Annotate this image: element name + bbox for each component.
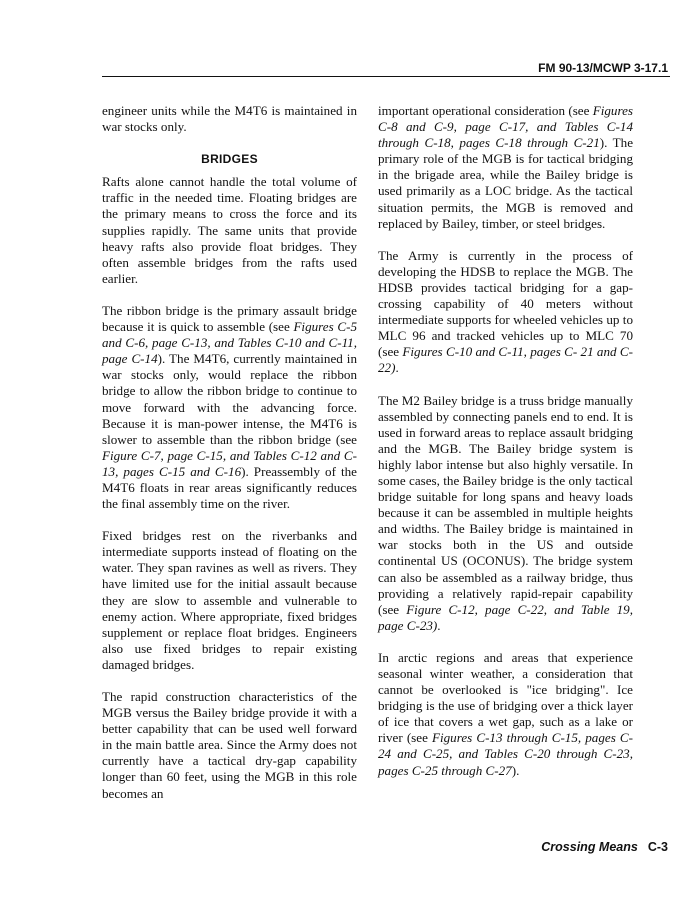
figure-reference: Figure C-12, page C-22, and Table 19, page C-23) bbox=[378, 601, 633, 633]
text-run: The M2 Bailey bridge is a truss bridge manually assembled by connecting panels end to end. It is used in forward areas to replace assault bridging and the MGB. The Bailey bridge system is highly labor intense but also highly versatile. In some cases, the Bailey bridge is the only tactical bridge suitable for long spans and heavy loads because it can be assembled in multiple heights and widths. The Bailey bridge is maintained in war stocks both in the US and outside continental US (OCONUS). The bridge system can also be assembled as a railway bridge, thus providing a relatively rapid-repair capability (see bbox=[378, 392, 633, 617]
text-run: ). The M4T6, currently maintained in war stocks only, would replace the ribbon bridge to allow the ribbon bridge to continue to move forward with the advancing force. Because it is man-power intense, the M4T6 is slower to assemble than the ribbon bridge (see bbox=[102, 351, 357, 447]
text-run: The ribbon bridge is the primary assault bridge because it is quick to assemble (see bbox=[102, 302, 357, 335]
paragraph-ribbon-bridge bbox=[102, 303, 357, 512]
text-run: ). The primary role of the MGB is for tactical bridging in the brigade area, while the Bailey bridge is used primarily as a LOC bridge. As the tactical situation permits, the MGB is removed and replaced by Bailey, timber, or steel bridges. bbox=[378, 135, 634, 231]
figure-reference: Figures C-13 through C-15, pages C-24 and C-25, and Tables C-20 through C-23, pages C-25 through C-27 bbox=[378, 730, 634, 778]
paragraph-rafts: Rafts alone cannot handle the total volume of traffic in the needed time. Floating bridges are the primary means to cross the force and its supplies rapidly. The same units that provide heavy rafts also provide float bridges. They often assemble bridges from the rafts used earlier. bbox=[102, 174, 357, 286]
text-run: . bbox=[437, 617, 441, 633]
header-rule bbox=[102, 76, 670, 77]
page-header-code: FM 90-13/MCWP 3-17.1 bbox=[538, 61, 668, 75]
paragraph-mgb-capability: The rapid construction characteristics of the MGB versus the Bailey bridge provide it with a better capability that can be used well forward in the main battle area. Since the Army does not currently have a tactical dry-gap capability longer than 60 feet, using the MGB in this role becomes an bbox=[102, 689, 357, 801]
right-column bbox=[378, 103, 633, 779]
paragraph-hdsb bbox=[378, 248, 633, 377]
paragraph-fixed-bridges: Fixed bridges rest on the riverbanks and intermediate supports instead of floating on the water. They span ravines as well as rivers. They have limited use for the initial assault because they are slow to assemble and vulnerable to enemy action. Where appropriate, fixed bridges supplement or replace float bridges. Engineers also use fixed bridges to repair existing damaged bridges. bbox=[102, 528, 357, 672]
page-number: C-3 bbox=[647, 840, 668, 854]
paragraph-continued: engineer units while the M4T6 is maintained in war stocks only. bbox=[102, 103, 357, 135]
text-run: ). bbox=[511, 762, 520, 778]
figure-reference: Figures C-8 and C-9, page C-17, and Tables C-14 through C-18, pages C-18 through C-21 bbox=[378, 103, 633, 151]
text-run: important operational consideration (see bbox=[378, 103, 593, 118]
paragraph-operational-consideration bbox=[378, 103, 633, 232]
text-run: In arctic regions and areas that experience seasonal winter weather, a consideration that cannot be overlooked is "ice bridging". Ice bridging is the use of bridging over a thick layer of ice that covers a wet gap, such as a lake or river (see bbox=[378, 649, 633, 746]
text-run: . bbox=[395, 360, 399, 376]
footer-section-title: Crossing Means bbox=[541, 840, 638, 854]
page-footer bbox=[541, 840, 668, 854]
figure-reference: Figures C-5 and C-6, page C-13, and Tables C-10 and C-11, page C-14 bbox=[102, 319, 357, 367]
text-run: ). Preassembly of the M4T6 floats in rear areas significantly reduces the final assembly time on the river. bbox=[102, 463, 357, 512]
paragraph-ice-bridging bbox=[378, 650, 633, 779]
text-run: The Army is currently in the process of developing the HDSB to replace the MGB. The HDSB provides tactical bridging for a gap-crossing capability of 40 meters without intermediate supports for wheeled vehicles up to MLC 96 and tracked vehicles up to MLC 70 (see bbox=[378, 247, 633, 360]
section-heading-bridges: BRIDGES bbox=[201, 152, 258, 167]
figure-reference: Figure C-7, page C-15, and Tables C-12 and C-13, pages C-15 and C-16 bbox=[102, 447, 357, 479]
paragraph-bailey-bridge bbox=[378, 393, 633, 634]
left-column bbox=[102, 103, 357, 802]
figure-reference: Figures C-10 and C-11, pages C- 21 and C-22) bbox=[378, 344, 633, 376]
